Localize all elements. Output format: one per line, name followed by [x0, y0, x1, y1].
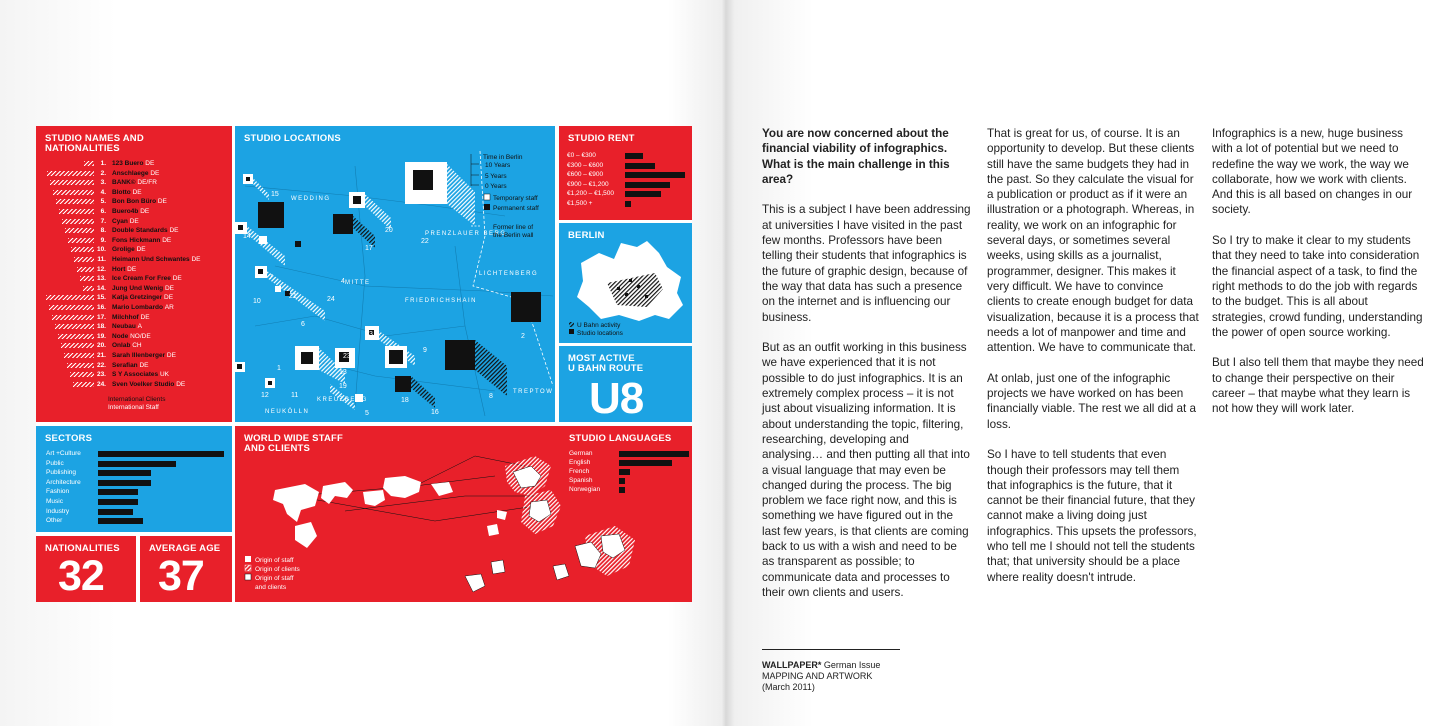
rent-bar: [625, 172, 685, 178]
svg-text:7: 7: [269, 274, 273, 281]
language-label: German: [569, 450, 593, 457]
svg-text:23: 23: [343, 353, 351, 360]
studio-list-item: [36, 293, 232, 302]
studio-country: DE: [140, 208, 150, 215]
studio-list-item: [36, 351, 232, 360]
studio-name: [112, 274, 182, 283]
svg-text:18: 18: [401, 397, 409, 404]
studio-name-text: Cyan: [112, 217, 128, 225]
studio-numbers: [243, 191, 525, 417]
rent-row: [567, 181, 685, 189]
svg-text:13: 13: [339, 369, 347, 376]
article-col3-p2: So I try to make it clear to my students that they need to take into consideration the financial aspect of a task, to find the right methods to do the job with regards to the budget. This is all about strategies, crowd funding, understanding the power of open source working.: [1212, 234, 1423, 339]
svg-text:20: 20: [385, 227, 393, 234]
sector-bar: [98, 461, 176, 467]
sector-label: Music: [46, 498, 63, 505]
svg-text:MITTE: MITTE: [345, 280, 371, 286]
studio-name: [112, 332, 151, 341]
studio-country: DE: [191, 256, 201, 263]
studio-name-text: Blotto: [112, 188, 131, 196]
sector-label: Architecture: [46, 478, 81, 486]
studio-list-item: [36, 169, 232, 178]
legend-years-5: 5 Years: [485, 173, 507, 180]
studio-country: DE: [172, 275, 182, 283]
article-col3-p1: Infographics is a new, huge business with a lot of potential but we need to redefine the way we work, the way we collaborate, how we work with clients. And this is all based on changes in our society.: [1212, 127, 1413, 217]
rent-label: €900 – €1,200: [567, 180, 609, 188]
rent-bar: [625, 153, 643, 159]
studio-name: [112, 351, 176, 360]
studio-name: [112, 341, 142, 350]
svg-text:3: 3: [369, 331, 373, 338]
studio-name: [112, 284, 174, 293]
sector-row: [46, 460, 224, 468]
studio-name: [112, 217, 139, 226]
studio-list-item: [36, 313, 232, 322]
svg-text:10: 10: [253, 298, 261, 305]
legend-temporary: Temporary staff: [493, 195, 538, 202]
studio-country: AR: [164, 304, 174, 311]
legend-international-clients: International Clients: [108, 396, 166, 403]
studio-name: [112, 370, 169, 379]
legend-wall: Former line of: [493, 224, 534, 231]
studio-list-item: [36, 265, 232, 274]
rent-row: [567, 190, 685, 198]
studio-names-panel: [36, 126, 232, 422]
sector-row: [46, 450, 224, 458]
language-label: Norwegian: [569, 486, 601, 493]
legend-international-staff: International Staff: [108, 404, 159, 411]
studio-country: UK: [159, 371, 169, 379]
studio-name-text: Heimann Und Schwantes: [112, 256, 190, 263]
article-column-3: [1212, 126, 1424, 432]
svg-text:11: 11: [291, 392, 299, 399]
studio-name: [112, 380, 185, 389]
studio-list-item: [36, 274, 232, 283]
rent-label: €600 – €900: [567, 171, 604, 179]
studio-name: [112, 361, 149, 370]
rent-chart: [567, 152, 687, 212]
svg-text:16: 16: [431, 409, 439, 416]
svg-text:2: 2: [521, 333, 525, 340]
studio-country: DE: [132, 188, 142, 196]
studio-name: [112, 303, 174, 312]
ubahn-title-line2: U BAHN ROUTE: [568, 363, 644, 374]
credit-issue: German Issue: [821, 660, 881, 670]
sector-row: [46, 469, 224, 477]
svg-text:12: 12: [261, 392, 269, 399]
studio-country: DE: [164, 284, 174, 292]
studio-name: [112, 197, 167, 206]
sector-bar: [98, 470, 151, 476]
studio-number: 6.: [100, 208, 106, 215]
studio-list-item: [36, 178, 232, 187]
nationalities-title: NATIONALITIES: [45, 543, 120, 554]
studio-name-text: Katja Gretzinger: [112, 294, 163, 302]
average-age-panel: [140, 536, 232, 602]
nationalities-value: 32: [58, 552, 104, 600]
studio-name-text: Anschlaege: [112, 169, 149, 177]
svg-text:WEDDING: WEDDING: [291, 196, 331, 202]
studio-number: 2.: [100, 169, 106, 177]
legend-years-0: 0 Years: [485, 183, 507, 190]
sector-bar: [98, 499, 138, 505]
studio-name-text: 123 Buero: [112, 160, 144, 167]
studio-name: [112, 178, 157, 187]
rent-row: [567, 152, 685, 160]
studio-number: 4.: [100, 188, 106, 196]
studio-country: DE: [145, 160, 155, 167]
studio-country: DE: [139, 361, 149, 369]
language-label: Spanish: [569, 477, 593, 484]
svg-text:15: 15: [271, 191, 279, 198]
article-column-2: [987, 126, 1199, 600]
studio-number: 1.: [100, 160, 106, 167]
studio-number: 18.: [96, 323, 106, 331]
rent-row: [567, 162, 685, 170]
studio-name-text: Jung Und Wenig: [112, 284, 164, 292]
languages-title: STUDIO LANGUAGES: [569, 433, 672, 444]
ubahn-title-line1: MOST ACTIVE: [568, 353, 635, 364]
studio-number: 23.: [96, 371, 106, 379]
studio-list-item: [36, 370, 232, 379]
nationalities-panel: [36, 536, 136, 602]
studio-country: DE: [127, 265, 137, 273]
svg-text:24: 24: [327, 296, 335, 303]
article-col2-p2: At onlab, just one of the infographic projects we have worked on has been financially viable. The rest we all did at a loss.: [987, 371, 1196, 431]
sector-label: Public: [46, 459, 64, 467]
rent-row: [567, 200, 685, 208]
studio-list-item: [36, 226, 232, 235]
svg-text:LICHTENBERG: LICHTENBERG: [479, 271, 539, 277]
article-col2-p3: So I have to tell students that even though their professors may tell them that infographics is the future, that it cannot be their financial future, that they cannot make a living doing just infographics. This upsets the professors, who tell me I should not tell the students that; that university should be a place where reality doesn't intrude.: [987, 448, 1197, 584]
studio-country: DE: [140, 313, 150, 321]
rent-label: €1,200 – €1,500: [567, 190, 614, 198]
svg-text:14: 14: [243, 233, 251, 240]
rent-bar: [625, 163, 655, 169]
studio-list-item: [36, 322, 232, 331]
studio-number: 16.: [96, 304, 106, 311]
footer-rule: [762, 649, 900, 650]
studio-number: 3.: [100, 179, 106, 187]
legend-origin-clients: Origin of clients: [255, 566, 300, 573]
studio-name-text: Sarah Illenberger: [112, 352, 166, 359]
studio-name-text: BANK©: [112, 179, 136, 187]
svg-text:19: 19: [339, 383, 347, 390]
rent-label: €0 – €300: [567, 152, 596, 159]
svg-text:4: 4: [341, 278, 345, 285]
world-panel: [235, 426, 692, 602]
sector-row: [46, 498, 224, 506]
studio-country: A: [137, 323, 142, 331]
studio-number: 24.: [96, 380, 106, 388]
article-col2-p1: That is great for us, of course. It is an opportunity to develop. But these clients still have the same budgets they had in the past. So they calculate the visual for a publication or product as if it were an illustration or a photograph. Whereas, in reality, we work on an infographic for several days, or sometimes several weeks, using skills as a journalist, programmer, designer. This makes it very difficult. We have to convince clients to create enough budget for data visualization, because it is a process that needs a lot of manpower and time and attention. We have to communicate that.: [987, 127, 1199, 355]
studio-country: CH: [132, 342, 142, 350]
studio-rent-panel: [559, 126, 692, 220]
studio-name-text: Bon Bon Büro: [112, 198, 157, 206]
studio-list-item: [36, 380, 232, 389]
article-col1-p2: But as an outfit working in this business we have experienced that it is not possible to do just infographics. It is an extremely complex process – it is not just about visualizing information. It is about understanding the topic, filtering, researching, developing and analysing… and then putting all that into a visual language that may even be changed during the process. The big problem we face right now, and this is something we have figured out in the last few years, is that clients are coming back to us with a wish and need to be as transparent as possible; to communicate data and processes to their own clients and users.: [762, 341, 970, 599]
studio-number: 15.: [96, 294, 106, 302]
svg-text:1: 1: [277, 365, 281, 372]
svg-text:TREPTOW: TREPTOW: [513, 389, 554, 395]
berlin-studio-map: [235, 126, 555, 422]
studio-locations-title: STUDIO LOCATIONS: [244, 133, 341, 144]
studio-name: [112, 265, 136, 274]
studio-list-item: [36, 188, 232, 197]
berlin-outline-map: [559, 223, 692, 343]
studio-number: 12.: [96, 265, 106, 273]
rent-label: €1,500 +: [567, 200, 593, 207]
sector-label: Art +Culture: [46, 450, 81, 457]
sector-bar: [98, 509, 133, 515]
infographic: [36, 126, 692, 602]
studio-country: DE/FR: [137, 179, 157, 187]
world-legend: [245, 556, 301, 591]
studio-name: [112, 226, 178, 235]
studio-name-text: Sven Voelker Studio: [112, 380, 175, 388]
studio-list-item: [36, 197, 232, 206]
studio-name-text: Onlab: [112, 342, 131, 350]
studio-name-text: Buero4b: [112, 208, 139, 215]
studio-number: 5.: [100, 198, 106, 206]
studio-country: DE: [150, 169, 160, 177]
studio-list-item: [36, 236, 232, 245]
studio-name-text: Double Standards: [112, 227, 168, 235]
article-credit: [762, 660, 880, 693]
studio-name-text: Ice Cream For Free: [112, 275, 171, 283]
sectors-title: SECTORS: [45, 433, 93, 444]
berlin-panel: [559, 223, 692, 343]
article-column-1: [762, 126, 972, 616]
average-age-value: 37: [158, 552, 204, 600]
svg-text:17: 17: [365, 245, 373, 252]
studio-name: [112, 322, 142, 331]
sector-label: Publishing: [46, 469, 76, 477]
svg-text:NEUKÖLLN: NEUKÖLLN: [265, 409, 310, 415]
legend-permanent: Permanent staff: [493, 205, 539, 212]
studio-number: 21.: [96, 352, 106, 359]
legend-time-title: Time in Berlin: [483, 154, 523, 161]
studio-name-text: Neubau: [112, 323, 136, 331]
ubahn-panel: [559, 346, 692, 422]
studio-number: 10.: [96, 246, 106, 254]
studio-country: DE: [166, 352, 176, 359]
rent-bar: [625, 191, 661, 197]
studio-name-text: Milchhof: [112, 313, 139, 321]
studio-country: DE: [129, 217, 139, 225]
studio-number: 17.: [96, 313, 106, 321]
language-label: English: [569, 459, 591, 466]
berlin-legend-studios: Studio locations: [577, 330, 623, 337]
studio-name-text: Grolige: [112, 246, 135, 254]
studio-list-item: [36, 245, 232, 254]
sector-row: [46, 517, 224, 525]
studio-number: 8.: [100, 227, 106, 235]
language-label: French: [569, 468, 590, 475]
studio-number: 9.: [100, 236, 106, 244]
sector-label: Industry: [46, 507, 70, 515]
svg-text:6: 6: [301, 321, 305, 328]
legend-years-10: 10 Years: [485, 162, 511, 169]
studios-legend: [108, 396, 165, 412]
studio-name: [112, 159, 154, 168]
studio-country: DE: [176, 380, 186, 388]
legend-origin-both: Origin of staff: [255, 575, 294, 582]
studio-list-item: [36, 341, 232, 350]
studio-country: DE: [136, 246, 146, 254]
article-question: You are now concerned about the financial viability of infographics. What is the main challenge in this area?: [762, 127, 950, 186]
studio-number: 11.: [97, 256, 106, 263]
studio-locations-panel: [235, 126, 555, 422]
sector-row: [46, 479, 224, 487]
sector-row: [46, 508, 224, 516]
sector-bar: [98, 489, 138, 495]
studio-name: [112, 188, 142, 197]
studio-name: [112, 236, 171, 245]
studio-number: 20.: [96, 342, 106, 350]
studio-name: [112, 313, 150, 322]
sector-label: Other: [46, 517, 63, 525]
studio-name-text: Fons Hickmann: [112, 236, 161, 244]
studio-number: 13.: [96, 275, 106, 283]
svg-text:22: 22: [421, 238, 429, 245]
sector-bar: [98, 480, 151, 486]
article-col3-p3: But I also tell them that maybe they need to change their perspective on their career – that maybe what they learn is not how they will work later.: [1212, 356, 1424, 416]
svg-text:PRENZLAUER BERG: PRENZLAUER BERG: [425, 231, 507, 237]
svg-text:KREUZBERG: KREUZBERG: [317, 397, 368, 403]
studio-list-item: [36, 361, 232, 370]
world-title: WORLD WIDE STAFF AND CLIENTS: [244, 433, 344, 454]
rent-bar: [625, 182, 670, 188]
svg-text:and clients: and clients: [255, 584, 287, 591]
continents: [273, 476, 507, 548]
svg-text:5: 5: [365, 410, 369, 417]
studio-name: [112, 255, 201, 264]
studio-number: 22.: [96, 361, 106, 369]
studio-rent-title: STUDIO RENT: [568, 133, 635, 144]
studio-country: DE: [169, 227, 179, 235]
sectors-chart: [46, 450, 226, 526]
studio-names-title: STUDIO NAMES AND NATIONALITIES: [45, 133, 144, 154]
studio-list-item: [36, 303, 232, 312]
studio-list: [36, 159, 232, 399]
sector-bar: [98, 518, 143, 524]
sector-bar: [98, 451, 224, 457]
article-col1-p1: This is a subject I have been addressing at universities I have visited in the past few months. Professors have been telling their students that infographics is the future of graphic design, because of the way that data has such a presence on the internet and is influencing our business.: [762, 203, 971, 324]
sector-row: [46, 488, 224, 496]
studio-country: DE: [157, 198, 167, 206]
world-map: [235, 426, 692, 602]
sector-label: Fashion: [46, 488, 70, 496]
studio-name: [112, 293, 173, 302]
studio-country: DE: [164, 294, 174, 302]
average-age-title: AVERAGE AGE: [149, 543, 221, 554]
studio-country: NO/DE: [130, 332, 151, 340]
studio-name-text: Serafian: [112, 361, 138, 369]
svg-text:FRIEDRICHSHAIN: FRIEDRICHSHAIN: [405, 298, 478, 304]
sectors-panel: [36, 426, 232, 532]
svg-text:the Berlin wall: the Berlin wall: [493, 232, 534, 239]
berlin-title: BERLIN: [568, 230, 605, 241]
studio-country: DE: [162, 236, 172, 244]
studio-list-item: [36, 207, 232, 216]
studio-list-item: [36, 284, 232, 293]
rent-row: [567, 171, 685, 179]
rent-bar: [625, 201, 631, 207]
credit-publication: WALLPAPER*: [762, 660, 822, 670]
studio-name-text: Mario Lombardo: [112, 304, 163, 311]
studio-list-item: [36, 217, 232, 226]
studio-name-text: Node: [112, 332, 129, 340]
studio-name-text: Hort: [112, 265, 126, 273]
studio-name: [112, 169, 159, 178]
svg-text:8: 8: [489, 393, 493, 400]
credit-line2: MAPPING AND ARTWORK: [762, 671, 873, 681]
studio-number: 19.: [96, 332, 106, 340]
svg-text:21: 21: [289, 293, 297, 300]
legend-origin-staff: Origin of staff: [255, 557, 294, 564]
studio-name: [112, 245, 146, 254]
studio-list-item: [36, 159, 232, 168]
ubahn-title: [568, 354, 643, 374]
berlin-legend-ubahn: U Bahn activity: [577, 322, 621, 329]
studio-number: 14.: [96, 284, 106, 292]
studio-name-text: S Y Associates: [112, 371, 159, 379]
studio-number: 7.: [100, 217, 106, 225]
rent-label: €300 – €600: [567, 161, 604, 169]
credit-line3: (March 2011): [762, 682, 815, 692]
studio-name: [112, 207, 149, 216]
studio-list-item: [36, 332, 232, 341]
svg-text:9: 9: [423, 347, 427, 354]
ubahn-route-value: U8: [589, 374, 644, 423]
studio-list-item: [36, 255, 232, 264]
